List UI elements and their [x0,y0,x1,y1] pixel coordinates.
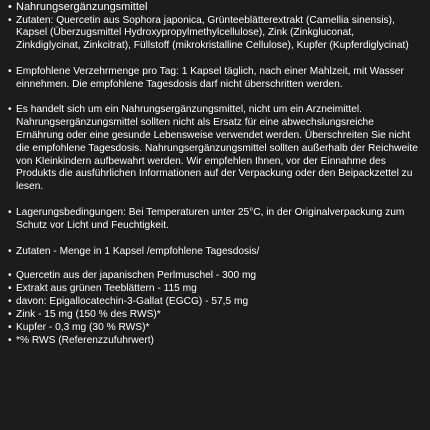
bullet: • [8,296,12,308]
paragraph-text: Es handelt sich um ein Nahrungsergänzungsmittel, nicht um ein Arzneimittel. Nahrungsergänzungsmittel sollten nicht als Ersatz für eine abwechslungsreiche Ernährung oder eine gesunde Lebensweise verwendet werden. Überschreiten Sie nicht die empfohlene Tagesdosis. Nahrungsergänzungsmittel sollten außerhalb der Reichweite von Kleinkindern aufbewahrt werden. Wir empfehlen Ihnen, vor der Einnahme des Produkts die ausführlichen Informationen auf der Verpackung oder den Beipackzettel zu lesen. [16,104,418,193]
bullet: • [8,309,12,321]
ingredient-list [8,269,420,347]
bullet: • [8,335,12,347]
list-item-text: Kupfer - 0,3 mg (30 % RWS)* [16,322,150,334]
paragraph-text: Zutaten - Menge in 1 Kapsel /empfohlene Tagesdosis/ [16,245,260,257]
list-item [8,321,420,334]
list-item [8,334,420,347]
storage-paragraph [8,207,420,233]
amounts-heading [8,246,420,259]
paragraph-text: Lagerungsbedingungen: Bei Temperaturen unter 25°C, in der Originalverpackung zum Schutz vor Licht und Feuchtigkeit. [16,207,405,231]
list-item [8,282,420,295]
bullet: • [8,283,12,295]
bullet: • [8,245,12,257]
list-item-text: Quercetin aus der japanischen Perlmuschel - 300 mg [16,270,257,282]
list-item-text: Extrakt aus grünen Teeblättern - 115 mg [16,283,197,295]
list-item-text: *% RWS (Referenzzufuhrwert) [16,335,154,347]
bullet: • [8,14,12,26]
list-item [8,295,420,308]
dosage-paragraph [8,66,420,92]
paragraph-text: Empfohlene Verzehrmenge pro Tag: 1 Kapsel täglich, nach einer Mahlzeit, mit Wasser einnehmen. Die empfohlene Tagesdosis darf nicht überschritten werden. [16,65,404,90]
list-item [8,308,420,321]
paragraph-text: Zutaten: Quercetin aus Sophora japonica, Grünteeblätterextrakt (Camellia sinensis), Kapsel (Überzugsmittel Hydroxypropylmethylcellulose), Zink (Zinkgluconat, Zinkdiglycinat, Zinkcitrat), Füllstoff (mikrokristalline Cellulose), Kupfer (Kupferdiglycinat) [16,14,409,52]
bullet: • [8,104,12,116]
bullet: • [8,207,12,219]
bullet: • [8,65,12,77]
list-item [8,269,420,282]
list-item-text: davon: Epigallocatechin-3-Gallat (EGCG) - 57,5 mg [16,296,249,308]
bullet: • [8,1,12,13]
bullet: • [8,270,12,282]
bullet: • [8,322,12,334]
list-item-text: Zink - 15 mg (150 % des RWS)* [16,309,161,321]
section-title [8,1,420,15]
title-text: Nahrungsergänzungsmittel [16,1,148,13]
ingredients-paragraph [8,15,420,53]
warning-paragraph [8,104,420,194]
